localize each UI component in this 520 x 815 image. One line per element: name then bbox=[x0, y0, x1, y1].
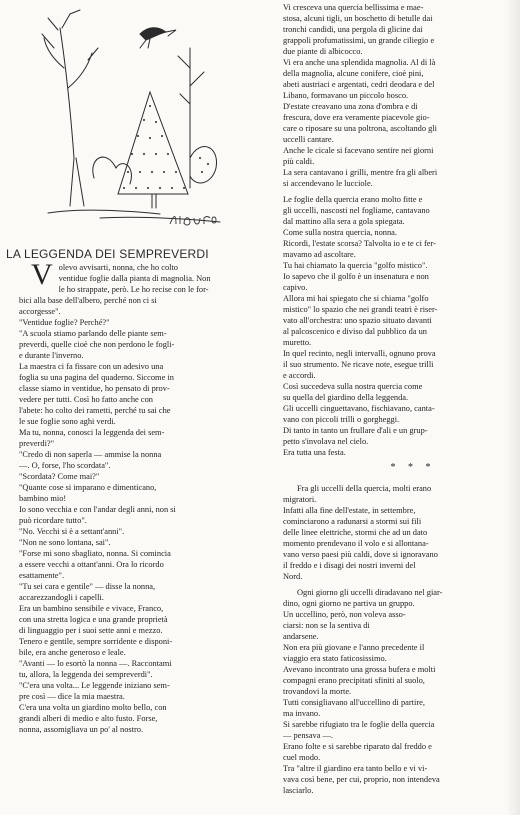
text-line: "Avanti — lo esortò la nonna —. Raccontami bbox=[19, 659, 172, 668]
text-line: "Tu sei cara e gentile" — disse la nonna, bbox=[19, 582, 156, 591]
text-line: vedere per tutti. Così ho fatto anche con bbox=[19, 395, 153, 404]
text-line: Tra "altre il giardino era tanto bello e vi vi- bbox=[283, 764, 428, 773]
text-line: Non era più giovane e l'anno precedente il bbox=[283, 643, 425, 652]
text-line: "Quante cose si imparano e dimenticano, bbox=[19, 483, 157, 492]
text-line: stosa, alcuni tigli, un boschetto di betulle dai bbox=[283, 14, 433, 23]
text-line: compagni erano precipitati sfiniti al suolo, bbox=[283, 676, 425, 685]
text-line: più caldi. bbox=[283, 157, 315, 166]
text-line: vato all'orchestra: uno spazio situato davanti bbox=[283, 316, 432, 325]
text-line: bile, era anche generoso e leale. bbox=[19, 648, 126, 657]
text-line: —. O, forse, l'ho scordata". bbox=[19, 461, 111, 470]
text-line: "C'era una volta... Le leggende iniziano sem- bbox=[19, 681, 170, 690]
right-column-bottom-section bbox=[283, 483, 503, 796]
text-line: vava così bene, per cui, proprio, non intendeva bbox=[283, 775, 440, 784]
text-line: cominciarono a radunarsi a stormi sui fili bbox=[283, 517, 422, 526]
text-line: "Non ne sono lontana, sai". bbox=[19, 538, 111, 547]
text-line: esattamente". bbox=[19, 571, 65, 580]
text-line: frescura, dove era veramente piacevole gio- bbox=[283, 113, 430, 122]
text-line: migratori. bbox=[283, 495, 317, 504]
drop-cap: V bbox=[31, 258, 53, 291]
text-line: Ricordi, l'estate scorsa? Talvolta io e te ci fer- bbox=[283, 239, 436, 248]
text-line: abeti austriaci e argentati, cedri deodara e del bbox=[283, 80, 435, 89]
text-line: preverdi, quelle cioè che non perdono le fogli- bbox=[19, 340, 175, 349]
text-line: Un uccellino, però, non voleva asso- bbox=[283, 610, 406, 619]
text-line: uccelli cantare. bbox=[283, 135, 334, 144]
text-line: dino, ogni giorno ne partiva un gruppo. bbox=[283, 599, 415, 608]
text-line: il suo strumento. Ne ricave note, esegue trilli bbox=[283, 360, 434, 369]
text-line: tronchi candidi, una pergola di glicine dai bbox=[283, 25, 423, 34]
text-line: — pensava —. bbox=[283, 731, 334, 740]
text-line: bici alla base dell'albero, perché non ci si bbox=[19, 296, 157, 305]
text-line: lasciarlo. bbox=[283, 786, 314, 795]
text-line: vano con piccoli trilli o gorgheggi. bbox=[283, 415, 400, 424]
text-line: mavamo ad ascoltare. bbox=[283, 250, 356, 259]
text-line: Ogni giorno gli uccelli diradavano nel giar- bbox=[297, 588, 443, 597]
text-line: care o riposare su una poltrona, ascoltando gli bbox=[283, 124, 437, 133]
text-line: olevo avvisarti, nonna, che ho colto bbox=[58, 263, 178, 272]
text-line: ventidue foglie dalla pianta di magnolia. Non bbox=[58, 274, 211, 283]
text-line: le ho strappate, però. Le ho recise con le for- bbox=[58, 285, 209, 294]
text-line: "Forse mi sono sbagliato, nonna. Si comincia bbox=[19, 549, 171, 558]
text-line: La maestra ci fa fissare con un adesivo una bbox=[19, 362, 164, 371]
text-line: l'abete: ho colto dei rametti, perché tu sai che bbox=[19, 406, 171, 415]
text-line: su quella del giardino della leggenda. bbox=[283, 393, 409, 402]
story-title: LA LEGGENDA DEI SEMPREVERDI bbox=[6, 247, 209, 262]
text-line: "Ventidue foglie? Perché?" bbox=[19, 318, 110, 327]
text-line: Tutti consigliavano all'uccellino di partire, bbox=[283, 698, 425, 707]
text-line: Anche le cicale si facevano sentire nei giorni bbox=[283, 146, 434, 155]
text-line: Si sarebbe rifugiato tra le foglie della quercia bbox=[283, 720, 435, 729]
text-line: Libano, formavano un piccolo bosco. bbox=[283, 91, 409, 100]
right-column-top-section bbox=[283, 2, 503, 458]
text-line: Era un bambino sensibile e vivace, Franco, bbox=[19, 604, 164, 613]
right-text-column bbox=[283, 2, 503, 796]
text-line: Gli uccelli cinguettavano, fischiavano, canta- bbox=[283, 404, 435, 413]
text-line: Le foglie della quercia erano molto fitte e bbox=[283, 195, 423, 204]
text-line: Di tanto in tanto un frullare d'ali e un grup- bbox=[283, 426, 428, 435]
text-line: nonna, assomigliava un po' al nostro. bbox=[19, 725, 144, 734]
text-line: Tu hai chiamato la quercia "golfo mistico". bbox=[283, 261, 428, 270]
text-line: due piante di albicocco. bbox=[283, 47, 363, 56]
text-line: Erano folte e si sarebbe riparato dal freddo e bbox=[283, 742, 432, 751]
text-line: bambino mio! bbox=[19, 494, 67, 503]
text-line: La sera cantavano i grilli, mentre fra gli alberi bbox=[283, 168, 438, 177]
artist-signature bbox=[168, 210, 218, 228]
text-line: "Scordata? Come mai?" bbox=[19, 472, 100, 481]
text-line: e durante l'inverno. bbox=[19, 351, 84, 360]
text-line: Così succedeva sulla nostra quercia come bbox=[283, 382, 423, 391]
text-line: tu, allora, la leggenda dei sempreverdi". bbox=[19, 670, 153, 679]
text-line: si accendevano le lucciole. bbox=[283, 179, 373, 188]
text-line: dal mattino alla sera a gola spiegata. bbox=[283, 217, 405, 226]
text-line: mistico" lo spazio che nei grandi teatri è riser- bbox=[283, 305, 438, 314]
text-line: Vi era anche una splendida magnolia. Al di là bbox=[283, 58, 436, 67]
text-line: e accordi. bbox=[283, 371, 316, 380]
text-line: In quel recinto, negli intervalli, ognuno prova bbox=[283, 349, 436, 358]
text-line: ciarsi: non se la sentiva di bbox=[283, 621, 370, 630]
text-line: muretto. bbox=[283, 338, 312, 347]
text-line: Allora mi hai spiegato che si chiama "golfo bbox=[283, 294, 429, 303]
text-line: grandi alberi di medio e alto fusto. Forse, bbox=[19, 714, 158, 723]
text-line: Nord. bbox=[283, 572, 303, 581]
text-line: D'estate creavano una zona d'ombra e di bbox=[283, 102, 418, 111]
text-line: viaggio era stato faticosissimo. bbox=[283, 654, 387, 663]
text-line: momento prendevano il volo e si allontana- bbox=[283, 539, 429, 548]
section-separator: * * * bbox=[390, 462, 436, 473]
text-line: accarezzandogli i capelli. bbox=[19, 593, 104, 602]
text-line: il freddo e i disagi dei nostri inverni del bbox=[283, 561, 416, 570]
text-line: Fra gli uccelli della quercia, molti erano bbox=[297, 484, 432, 493]
text-line: Infatti alla fine dell'estate, in settembre, bbox=[283, 506, 416, 515]
text-line: a essere vecchi a ottant'anni. Ora lo ricordo bbox=[19, 560, 164, 569]
text-line: Tenero e gentile, sempre sorridente e disponi- bbox=[19, 637, 173, 646]
text-line: pre così — dice la mia maestra. bbox=[19, 692, 125, 701]
text-line: capivo. bbox=[283, 283, 308, 292]
text-line: con una stretta logica e una grande proprietà bbox=[19, 615, 168, 624]
text-line: Io sono vecchia e con l'andar degli anni, non si bbox=[19, 505, 176, 514]
text-line: grappoli profumatissimi, un grande ciliegio e bbox=[283, 36, 435, 45]
text-line: "A scuola stiamo parlando delle piante sem- bbox=[19, 329, 167, 338]
text-line: Avevano incontrato una grossa bufera e molti bbox=[283, 665, 436, 674]
text-line: può ricordare tutto". bbox=[19, 516, 87, 525]
text-line: "No. Vecchi si è a settant'anni". bbox=[19, 527, 125, 536]
text-line: Come sulla nostra quercia, nonna. bbox=[283, 228, 397, 237]
text-line: accorgesse". bbox=[19, 307, 61, 316]
text-line: al palcoscenico e diviso dal pubblico da un bbox=[283, 327, 427, 336]
text-line: preverdi?" bbox=[19, 439, 55, 448]
text-line: gli uccelli, nascosti nel fogliame, cantavano bbox=[283, 206, 430, 215]
text-line: petto s'involava nel cielo. bbox=[283, 437, 369, 446]
text-line: della magnolia, alcune conifere, cioè pini, bbox=[283, 69, 424, 78]
text-line: Vi cresceva una quercia bellissima e mae- bbox=[283, 3, 424, 12]
text-line: ma invano. bbox=[283, 709, 321, 718]
text-line: classe siamo in ventidue, ho pensato di prov- bbox=[19, 384, 170, 393]
text-line: trovandovi la morte. bbox=[283, 687, 352, 696]
text-line: "Credo di non saperla — ammise la nonna bbox=[19, 450, 162, 459]
text-line: andarsene. bbox=[283, 632, 319, 641]
text-line: Io sapevo che il golfo è un insenatura e non bbox=[283, 272, 429, 281]
text-line: vano verso paesi più caldi, dove si ignoravano bbox=[283, 550, 438, 559]
scan-edge-shadow bbox=[506, 0, 520, 815]
text-line: delle linee elettriche, stormi che ad un dato bbox=[283, 528, 428, 537]
text-line: C'era una volta un giardino molto bello, con bbox=[19, 703, 167, 712]
text-line: cuel modo. bbox=[283, 753, 321, 762]
story-illustration bbox=[40, 8, 230, 233]
text-line: di linguaggio per i suoi sette anni e mezzo. bbox=[19, 626, 163, 635]
left-text-column bbox=[19, 258, 251, 735]
text-line: Ma tu, nonna, conosci la leggenda dei sem- bbox=[19, 428, 165, 437]
text-line: le sue foglie sono aghi verdi. bbox=[19, 417, 116, 426]
text-line: Era tutta una festa. bbox=[283, 448, 346, 457]
text-line: foglia su una pagina del quaderno. Siccome in bbox=[19, 373, 174, 382]
